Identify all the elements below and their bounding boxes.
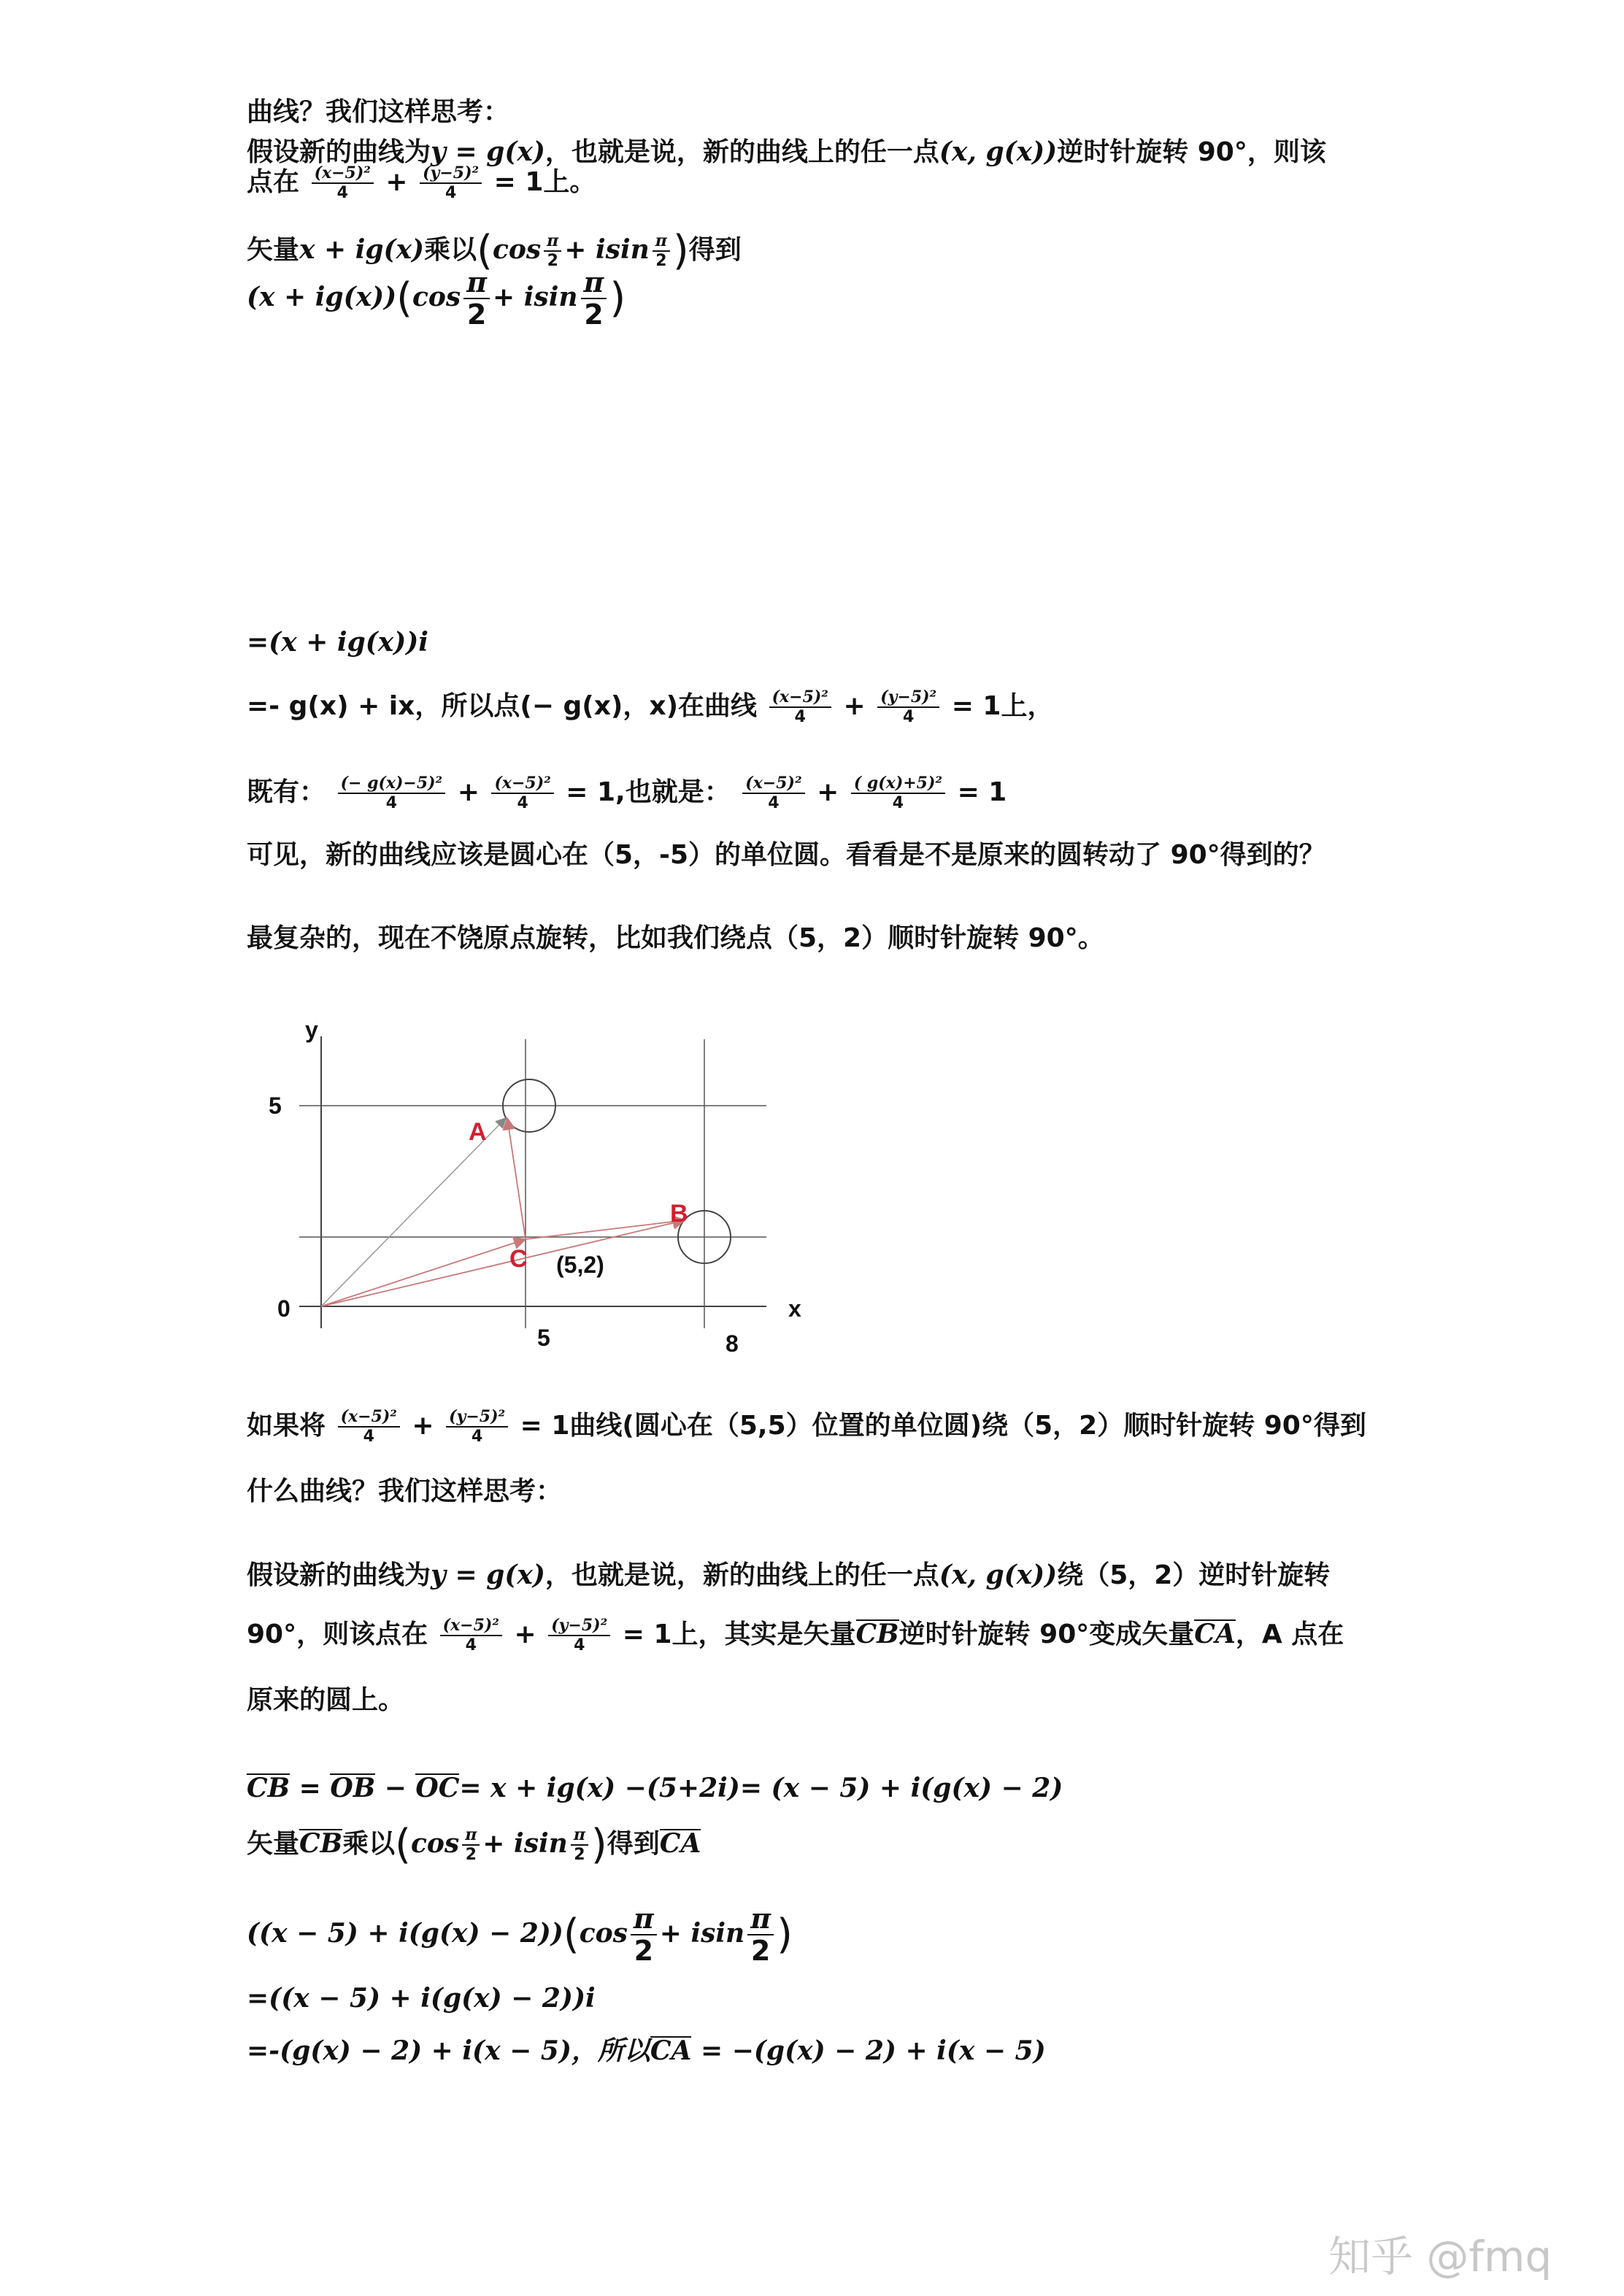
zhihu-watermark: 知乎 @fmq	[1328, 2232, 1552, 2281]
formula-line-18: ((x − 5) + i(g(x) − 2))(cos $\frac{\pi}{2}$ + isin $\frac{\pi}{2}$ )	[247, 1902, 793, 1967]
text-line-3: 点在 $\frac{\text{(x−5)²}}{4}$ + $\frac{\text{(y−5)²}}{4}$ = 1上。	[247, 163, 596, 202]
text-line-11: 如果将 $\frac{\text{(x−5)²}}{4}$ + $\frac{\text{(y−5)²}}{4}$ = 1曲线(圆心在（5,5）位置的单位圆)绕（5，2）顺时针旋转 90°得到	[247, 1407, 1366, 1446]
rotation-diagram	[248, 1007, 803, 1357]
vector-OB	[321, 1220, 685, 1306]
text-line-9: 可见，新的曲线应该是圆心在（5，-5）的单位圆。看看是不是原来的圆转动了 90°得到的？	[247, 840, 1325, 870]
text-line-10: 最复杂的，现在不饶原点旋转，比如我们绕点（5，2）顺时针旋转 90°。	[247, 923, 1104, 953]
text-line-2: 假设新的曲线为y = g(x)，也就是说，新的曲线上的任一点(x, g(x))逆时针旋转 90°，则该	[247, 136, 1326, 167]
text-line-8: 既有： $\frac{\text{(− g(x)−5)²}}{4}$ + $\frac{\text{(x−5)²}}{4}$ = 1,也就是： $\frac{\text{(x−5)²}}{4}$ + $\frac{\text{( g(x)+5)²}}{4}$ = 1	[247, 774, 1007, 812]
y-axis-label: y	[305, 1017, 318, 1043]
text-line-4: 矢量x + ig(x)乘以(cos $\frac{\pi}{2}$ + isin $\frac{\pi}{2}$ )得到	[247, 227, 742, 274]
text-line-15: 原来的圆上。	[247, 1685, 405, 1715]
tick-origin: 0	[277, 1295, 290, 1322]
tick-x5: 5	[537, 1325, 550, 1351]
fraction-x: $\frac{\text{(x−5)²}}{4}$	[312, 165, 374, 201]
text-line-1: 曲线？我们这样思考：	[247, 97, 510, 127]
vector-OC	[321, 1239, 526, 1306]
x-axis-label: x	[788, 1295, 801, 1322]
tick-x8: 8	[726, 1330, 739, 1357]
text-line-17: 矢量CB乘以(cos $\frac{\pi}{2}$ + isin $\frac{\pi}{2}$ )得到CA	[247, 1821, 701, 1868]
text-line-7: =- g(x) + ix，所以点(− g(x)，x)在曲线 $\frac{\text{(x−5)²}}{4}$ + $\frac{\text{(y−5)²}}{4}$ = 1上，	[247, 687, 1054, 726]
text-line-14: 90°，则该点在 $\frac{\text{(x−5)²}}{4}$ + $\frac{\text{(y−5)²}}{4}$ = 1上，其实是矢量CB逆时针旋转 90°变成矢量CA，A 点在	[247, 1616, 1344, 1654]
point-C-label: C	[509, 1245, 528, 1273]
formula-line-6: =(x + ig(x))i	[247, 627, 428, 658]
tick-y5: 5	[269, 1093, 282, 1119]
formula-line-5: (x + ig(x))(cos $\frac{\pi}{2}$ + isin $\frac{\pi}{2}$ )	[247, 266, 626, 331]
vector-CB	[526, 1220, 685, 1239]
fraction-y: $\frac{\text{(y−5)²}}{4}$	[420, 165, 482, 201]
text-line-13: 假设新的曲线为y = g(x)，也就是说，新的曲线上的任一点(x, g(x))绕（5，2）逆时针旋转	[247, 1560, 1331, 1590]
formula-line-20: =-(g(x) − 2) + i(x − 5)，所以CA = −(g(x) − 2) + i(x − 5)	[247, 2035, 1046, 2066]
point-C-coord: (5,2)	[556, 1252, 604, 1278]
point-A-label: A	[469, 1118, 487, 1146]
formula-line-19: =((x − 5) + i(g(x) − 2))i	[247, 1983, 596, 2014]
vector-CA	[507, 1118, 526, 1239]
formula-line-16: CB = OB − OC= x + ig(x) −(5+2i)= (x − 5) + i(g(x) − 2)	[247, 1773, 1063, 1803]
point-B-label: B	[670, 1200, 688, 1228]
text-line-12: 什么曲线？我们这样思考：	[247, 1476, 563, 1506]
vector-OA	[321, 1118, 506, 1306]
